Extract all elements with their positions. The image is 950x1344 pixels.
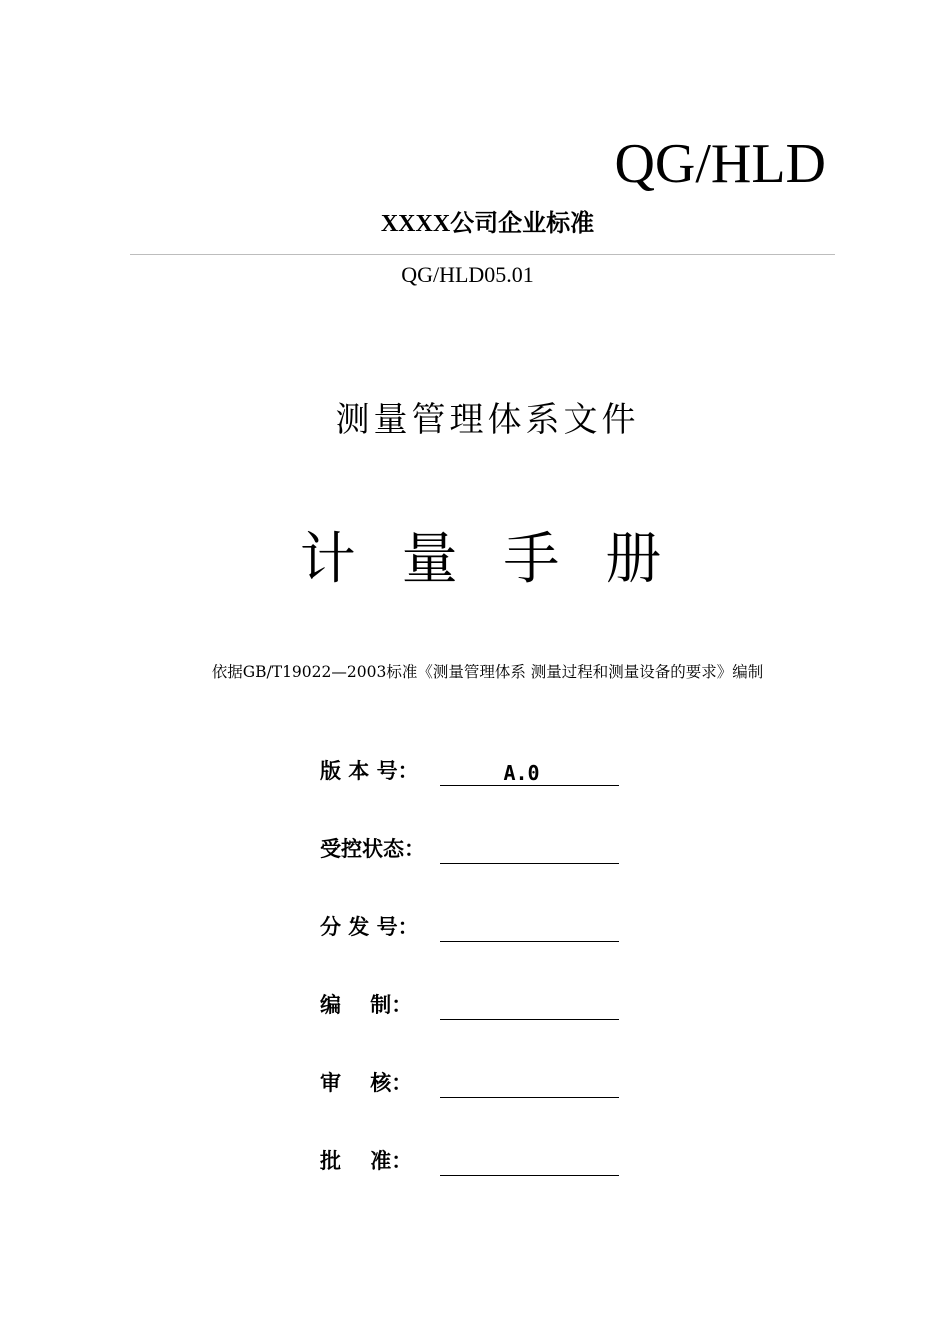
document-subtitle: 测量管理体系文件 bbox=[335, 400, 640, 440]
header-divider bbox=[130, 254, 835, 255]
compilation-basis-note: 依据GB/T19022—2003标准《测量管理体系 测量过程和测量设备的要求》编制 bbox=[211, 663, 764, 681]
field-distribution-number-value[interactable] bbox=[440, 908, 619, 942]
field-control-status-value[interactable] bbox=[440, 830, 619, 864]
field-control-status-label: 受控状态： bbox=[320, 837, 425, 861]
document-title: 计 量 手 册 bbox=[299, 527, 676, 592]
field-version-text: A.0 bbox=[503, 761, 540, 785]
field-reviewed-by bbox=[320, 1064, 640, 1104]
field-reviewed-by-label: 审 核： bbox=[320, 1071, 413, 1095]
field-version-label: 版 本 号： bbox=[320, 759, 419, 783]
field-reviewed-by-value[interactable] bbox=[440, 1064, 619, 1098]
field-prepared-by bbox=[320, 986, 640, 1026]
field-distribution-number bbox=[320, 908, 640, 948]
document-number: QG/HLD05.01 bbox=[401, 262, 534, 287]
field-approved-by-value[interactable] bbox=[440, 1142, 619, 1176]
field-distribution-number-label: 分 发 号： bbox=[320, 915, 419, 939]
field-prepared-by-value[interactable] bbox=[440, 986, 619, 1020]
field-approved-by-label: 批 准： bbox=[320, 1149, 413, 1173]
field-prepared-by-label: 编 制： bbox=[320, 993, 413, 1017]
field-version bbox=[320, 752, 640, 792]
field-control-status bbox=[320, 830, 640, 870]
company-standard-heading: XXXX公司企业标准 bbox=[380, 211, 595, 237]
field-version-value[interactable] bbox=[440, 752, 619, 786]
standard-code: QG/HLD bbox=[614, 133, 826, 195]
field-approved-by bbox=[320, 1142, 640, 1182]
